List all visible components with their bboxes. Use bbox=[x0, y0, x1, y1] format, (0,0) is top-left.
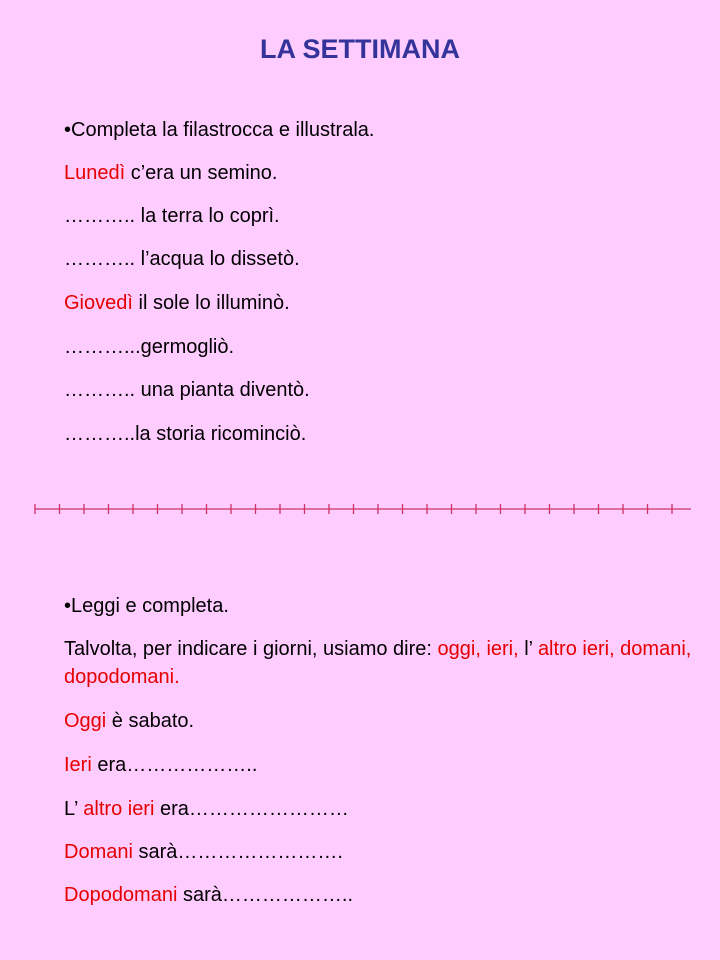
exercise-line-1 bbox=[64, 707, 194, 735]
poem-text: ……….. l’acqua lo dissetò. bbox=[64, 248, 300, 270]
poem-text: il sole lo illuminò. bbox=[132, 292, 290, 314]
poem-text: ………..la storia ricominciò. bbox=[64, 423, 307, 445]
ruler-divider bbox=[33, 500, 693, 518]
exercise-text: era…………………… bbox=[154, 798, 349, 820]
word-highlight: Dopodomani bbox=[64, 884, 178, 906]
day-highlight: Lunedì bbox=[64, 162, 126, 184]
poem-line-1 bbox=[64, 159, 277, 187]
poem-line-3 bbox=[64, 245, 300, 273]
exercise-line-4 bbox=[64, 838, 343, 866]
poem-line-4 bbox=[64, 289, 290, 317]
poem-text: c’era un semino. bbox=[125, 162, 278, 184]
intro-highlight-2: altro ieri, domani, dopodomani. bbox=[64, 638, 692, 688]
word-highlight: altro ieri bbox=[83, 798, 155, 820]
intro-text-2: l’ bbox=[518, 638, 538, 660]
poem-text: ……….. una pianta diventò. bbox=[64, 379, 310, 401]
word-highlight: Ieri bbox=[64, 754, 92, 776]
instruction-2: •Leggi e completa. bbox=[64, 595, 229, 617]
intro-text: Talvolta, per indicare i giorni, usiamo dire: bbox=[64, 638, 438, 660]
exercise-line-5 bbox=[64, 881, 353, 909]
exercise-text: sarà……………….. bbox=[177, 884, 353, 906]
poem-text: ……….. la terra lo coprì. bbox=[64, 205, 280, 227]
exercise-text: sarà……………………. bbox=[132, 841, 343, 863]
poem-line-2 bbox=[64, 202, 280, 230]
poem-line-5 bbox=[64, 333, 234, 361]
exercise-prefix: L’ bbox=[64, 798, 84, 820]
day-highlight: Giovedì bbox=[64, 292, 133, 314]
exercise-text: è sabato. bbox=[106, 710, 195, 732]
instruction-1: •Completa la filastrocca e illustrala. bbox=[64, 119, 375, 141]
intro-paragraph bbox=[64, 635, 694, 691]
word-highlight: Domani bbox=[64, 841, 133, 863]
exercise-text: era……………….. bbox=[91, 754, 258, 776]
poem-text: ………...germogliò. bbox=[64, 336, 235, 358]
page-title: LA SETTIMANA bbox=[260, 34, 460, 64]
exercise-line-3 bbox=[64, 795, 349, 823]
word-highlight: Oggi bbox=[64, 710, 107, 732]
exercise-line-2 bbox=[64, 751, 257, 779]
poem-line-6 bbox=[64, 376, 310, 404]
poem-line-7 bbox=[64, 420, 306, 448]
intro-highlight-1: oggi, ieri, bbox=[437, 638, 519, 660]
